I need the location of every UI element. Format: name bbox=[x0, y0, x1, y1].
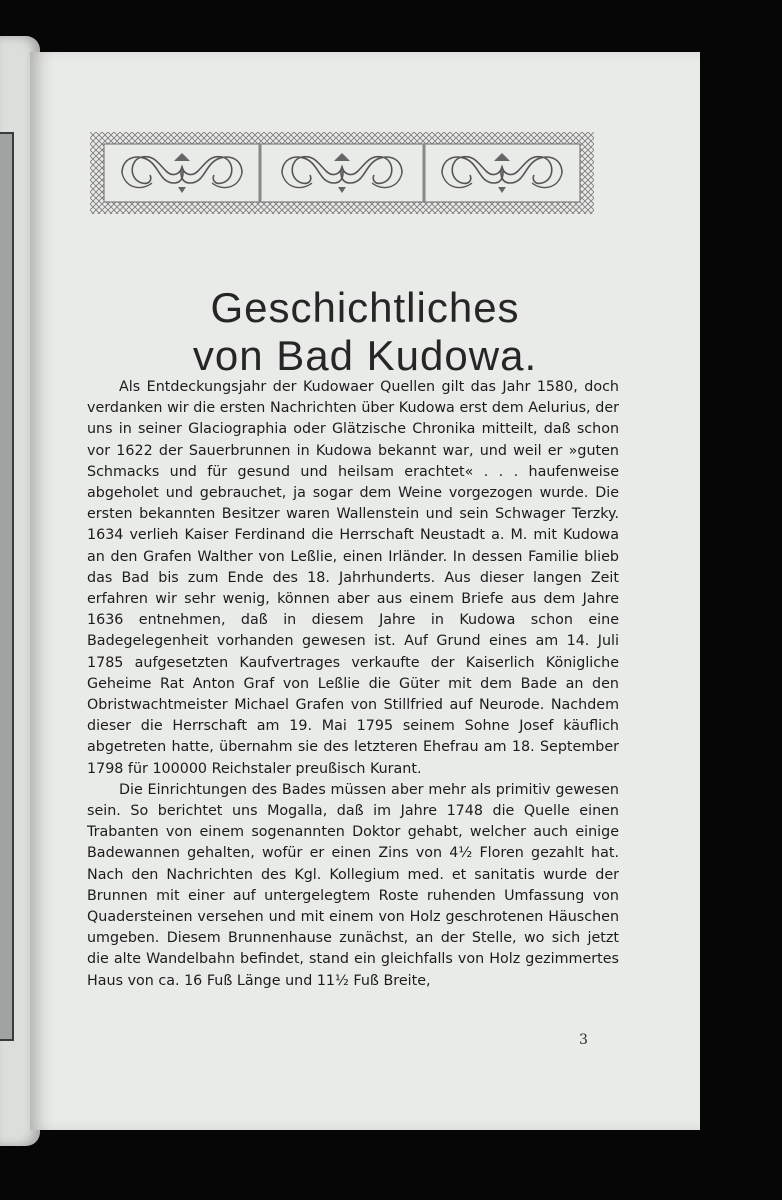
paragraph-1: Als Entdeckungsjahr der Kudowaer Quellen gilt das Jahr 1580, doch verdanken wir die ersten Nachrichten über Kudowa erst dem Aelurius, der uns in seiner Glaciographia oder Glätzische Chronika mitteilt, daß schon vor 1622 der Sauerbrunnen in Kudowa bekannt war, und weil er »guten Schmacks und für gesund und heilsam erachtet« . . . haufenweise abgeholet und gebrauchet, ja sogar dem Weine vorgezogen wurde. Die ersten bekannten Besitzer waren Wallenstein und sein Schwager Terzky. 1634 verlieh Kaiser Ferdinand die Herrschaft Neustadt a. M. mit Kudowa an den Grafen Walther von Leßlie, einen Irländer. In dessen Familie blieb das Bad bis zum Ende des 18. Jahrhunderts. Aus dieser langen Zeit erfahren wir sehr wenig, können aber aus einem Briefe aus dem Jahre 1636 entnehmen, daß in diesem Jahre in Kudowa schon eine Badegelegenheit vorhanden gewesen ist. Auf Grund eines am 14. Juli 1785 aufgesetzten Kaufvertrages verkaufte der Kaiserlich Königliche Geheime Rat Anton Graf von Leßlie die Güter mit dem Bade an den Obristwachtmeister Michael Grafen von Stillfried auf Neurode. Nachdem dieser die Herrschaft am 19. Mai 1795 seinem Sohne Josef käuflich abgetreten hatte, übernahm sie des letzteren Ehefrau am 18. September 1798 für 100000 Reichstaler preußisch Kurant. bbox=[87, 379, 619, 777]
facing-page-photo-edge bbox=[0, 132, 14, 1041]
ornament-border bbox=[90, 132, 594, 214]
page-title-line-1: Geschichtliches bbox=[210, 284, 520, 331]
page-number: 3 bbox=[579, 1032, 588, 1048]
body-text bbox=[87, 377, 619, 992]
book-page bbox=[30, 52, 700, 1130]
paragraph-2: Die Einrichtungen des Bades müssen aber mehr als primitiv gewesen sein. So berichtet uns Mogalla, daß im Jahre 1748 die Quelle einen Trabanten von einem sogenannten Doktor gehabt, welcher auch einige Badewannen gehalten, wofür er einen Zins von 4½ Floren gezahlt hat. Nach den Nachrichten des Kgl. Kollegium med. et sanitatis wurde der Brunnen mit einer auf untergelegtem Roste ruhenden Umfassung von Quadersteinen versehen und mit einem von Holz geschrotenen Häuschen umgeben. Diesem Brunnenhause zunächst, an der Stelle, wo sich jetzt die alte Wandelbahn befindet, stand ein gleichfalls von Holz gezimmertes Haus von ca. 16 Fuß Länge und 11½ Fuß Breite, bbox=[87, 781, 619, 989]
page-title-line-2: von Bad Kudowa. bbox=[192, 332, 538, 379]
